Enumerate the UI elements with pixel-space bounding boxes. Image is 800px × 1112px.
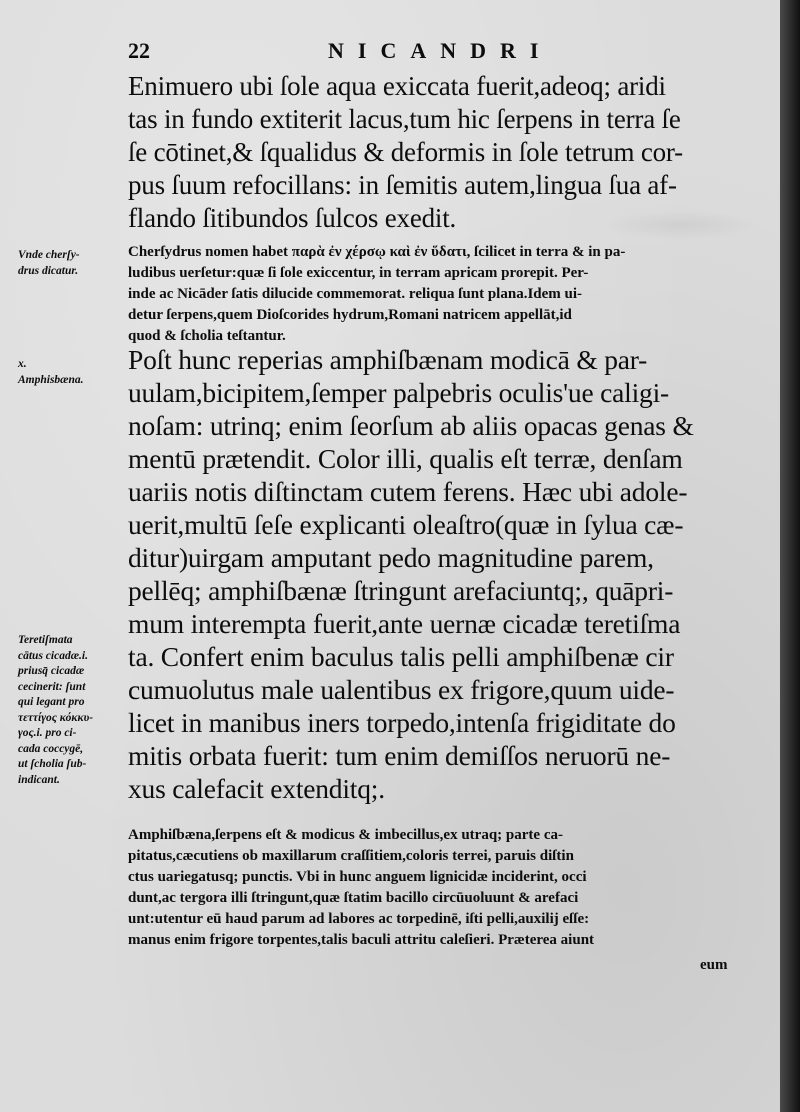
verse-paragraph-2: Poſt hunc reperias amphiſbænam modicā & par- uulam,bicipitem,ſemper palpebris oculis'ue caligi- noſam: utrinq; enim ſeorſum ab aliis opacas genas & mentū prætendit. Color illi, qualis eſt terræ, denſam uariis notis diſtinctam cutem ferens. Hæc ubi adole- uerit,multū ſeſe explicanti oleaſtro(quæ in ſylua cæ- ditur)uirgam amputant pedo magnitudine parem, pellēq; amphiſbænæ ſtringunt arefaciuntq;, quāpri- mum interempta fuerit,ante uernæ cicadæ teretiſma ta. Confert enim baculus talis pelli amphiſbenæ cir cumuolutus male ualentibus ex frigore,quum uide- licet in manibus iners torpedo,intenſa frigiditate do mitis orbata fuerit: tum enim demiſſos neruorū ne- xus calefacit extenditq;.: [128, 344, 694, 804]
margin-note-teretismata: Teretiſmata cātus cicadæ.i. priusq̄ cicadæ cecinerit: ſunt qui legant pro τεττίγος κόκκυ- γος.i. pro ci- cada coccygē, ut ſcholia ſub- indicant.: [18, 634, 94, 786]
catchword: eum: [700, 957, 728, 973]
commentary-paragraph-1: Cherſydrus nomen habet παρὰ ἐν χέρσῳ καὶ ἐν ὕδατι, ſcilicet in terra & in pa- ludibus uerſetur:quæ ſi ſole exiccentur, in terram apricam prorepit. Per- inde ac Nicāder ſatis dilucide commemorat. reliqua ſunt plana.Idem ui- detur ſerpens,quem Dioſcorides hydrum,Romani natricem appellāt,id quod & ſcholia teſtantur.: [128, 244, 626, 344]
margin-note-amphisbaena: x. Amphisbæna.: [18, 358, 84, 386]
page-number: 22: [128, 38, 150, 63]
margin-note-chersydrus: Vnde cherſy- drus dicatur.: [18, 249, 80, 277]
running-head: NICANDRI: [328, 38, 553, 63]
commentary-paragraph-2: Amphiſbæna,ſerpens eſt & modicus & imbecillus,ex utraq; parte ca- pitatus,cæcutiens ob maxillarum craſſitiem,coloris terrei, paruis diſtin ctus uariegatusq; punctis. Vbi in hunc anguem lignicidæ inciderint, occi dunt,ac tergora illi ſtringunt,quæ ſtatim bacillo circūuoluunt & arefaci unt:utentur eū haud parum ad labores ac torpedinē, iſti pelli,auxilij eſſe: manus enim frigore torpentes,talis baculi attritu caleſieri. Præterea aiunt: [128, 827, 595, 948]
book-gutter-shadow: [780, 0, 800, 1112]
page-header: [128, 38, 738, 64]
verse-paragraph-1: Enimuero ubi ſole aqua exiccata fuerit,adeoq; aridi tas in fundo extiterit lacus,tum hic ſerpens in terra ſe ſe cōtinet,& ſqualidus & deformis in ſole tetrum cor- pus ſuum refocillans: in ſemitis autem,lingua ſua af- flando ſitibundos ſulcos exedit.: [128, 71, 683, 233]
